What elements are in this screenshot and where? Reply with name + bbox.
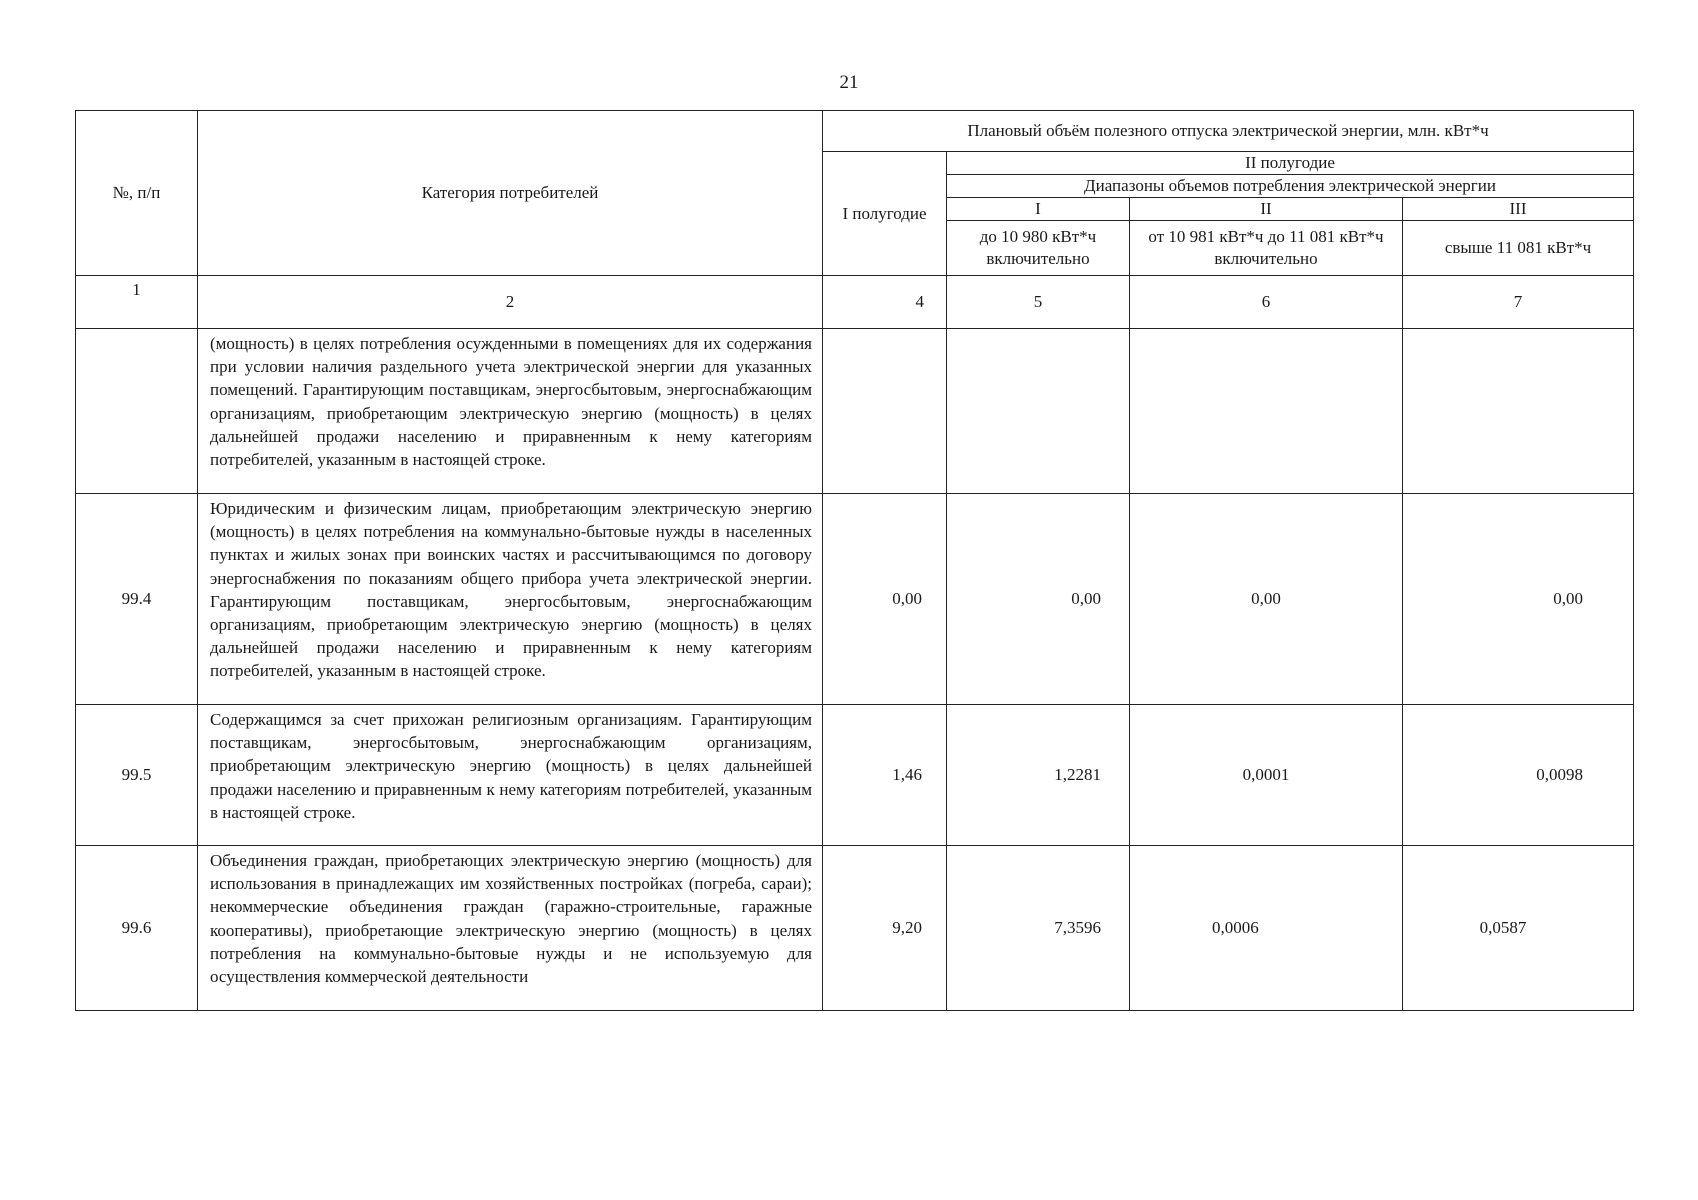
range-1-value: 7,3596 — [947, 846, 1130, 1011]
column-number-row — [76, 276, 1634, 329]
table-row — [76, 329, 1634, 494]
range-2-value: 0,0001 — [1130, 705, 1403, 846]
range-1-value — [947, 329, 1130, 494]
range-3-value — [1403, 329, 1634, 494]
row-description: Юридическим и физическим лицам, приобретающим электрическую энергию (мощность) в целях потребления на коммунально-бытовые нужды в населенных пунктах и жилых зонах при воинских частях и рассчитывающимся по договору энергоснабжения по показаниям общего прибора учета электрической энергии. Гарантирующим поставщикам, энергосбытовым, энергоснабжающим организациям, приобретающим электрическую энергию (мощность) в целях дальнейшей продажи населению и приравненным к нему категориям потребителей, указанным в настоящей строке. — [198, 494, 823, 705]
row-number: 99.6 — [76, 846, 198, 1011]
first-half-value — [823, 329, 947, 494]
header-number: №, п/п — [76, 111, 198, 276]
range-3-value: 0,00 — [1403, 494, 1634, 705]
header-first-half: I полугодие — [823, 152, 947, 276]
header-range-numeral: II — [1130, 198, 1403, 221]
header-range-description: от 10 981 кВт*ч до 11 081 кВт*ч включительно — [1130, 221, 1403, 276]
first-half-value: 9,20 — [823, 846, 947, 1011]
row-number: 99.5 — [76, 705, 198, 846]
row-number — [76, 329, 198, 494]
range-1-value: 0,00 — [947, 494, 1130, 705]
header-range-description: до 10 980 кВт*ч включительно — [947, 221, 1130, 276]
range-2-value: 0,00 — [1130, 494, 1403, 705]
header-range-numeral: III — [1403, 198, 1634, 221]
range-2-value — [1130, 329, 1403, 494]
column-number: 5 — [947, 276, 1130, 329]
row-description: Содержащимся за счет прихожан религиозным организациям. Гарантирующим поставщикам, энергосбытовым, энергоснабжающим организациям, приобретающим электрическую энергию (мощность) в целях дальнейшей продажи населению и приравненным к нему категориям потребителей, указанным в настоящей строке. — [198, 705, 823, 846]
column-number: 1 — [76, 276, 198, 329]
row-number: 99.4 — [76, 494, 198, 705]
row-description: (мощность) в целях потребления осужденными в помещениях для их содержания при условии наличия раздельного учета электрической энергии для указанных помещений. Гарантирующим поставщикам, энергосбытовым, энергоснабжающим организациям, приобретающим электрическую энергию (мощность) в целях дальнейшей продажи населению и приравненным к нему категориям потребителей, указанным в настоящей строке. — [198, 329, 823, 494]
tariff-table — [75, 110, 1634, 1011]
header-range-numeral: I — [947, 198, 1130, 221]
column-number: 6 — [1130, 276, 1403, 329]
header-range-description: свыше 11 081 кВт*ч — [1403, 221, 1634, 276]
header-consumption-ranges: Диапазоны объемов потребления электрической энергии — [947, 175, 1634, 198]
first-half-value: 1,46 — [823, 705, 947, 846]
first-half-value: 0,00 — [823, 494, 947, 705]
range-1-value: 1,2281 — [947, 705, 1130, 846]
table-row — [76, 846, 1634, 1011]
header-second-half: II полугодие — [947, 152, 1634, 175]
range-3-value: 0,0098 — [1403, 705, 1634, 846]
table-row — [76, 494, 1634, 705]
range-2-value: 0,0006 — [1130, 846, 1403, 1011]
header-planned-volume: Плановый объём полезного отпуска электрической энергии, млн. кВт*ч — [823, 111, 1634, 152]
range-3-value: 0,0587 — [1403, 846, 1634, 1011]
row-description: Объединения граждан, приобретающих электрическую энергию (мощность) для использования в принадлежащих им хозяйственных постройках (погреба, сараи); некоммерческие объединения граждан (гаражно-строительные, гаражные кооперативы), приобретающие электрическую энергию (мощность) в целях потребления на коммунально-бытовые нужды и не используемую для осуществления коммерческой деятельности — [198, 846, 823, 1011]
page-number: 21 — [839, 72, 859, 93]
header-category: Категория потребителей — [198, 111, 823, 276]
column-number: 7 — [1403, 276, 1634, 329]
column-number: 4 — [823, 276, 947, 329]
column-number: 2 — [198, 276, 823, 329]
table-row — [76, 705, 1634, 846]
